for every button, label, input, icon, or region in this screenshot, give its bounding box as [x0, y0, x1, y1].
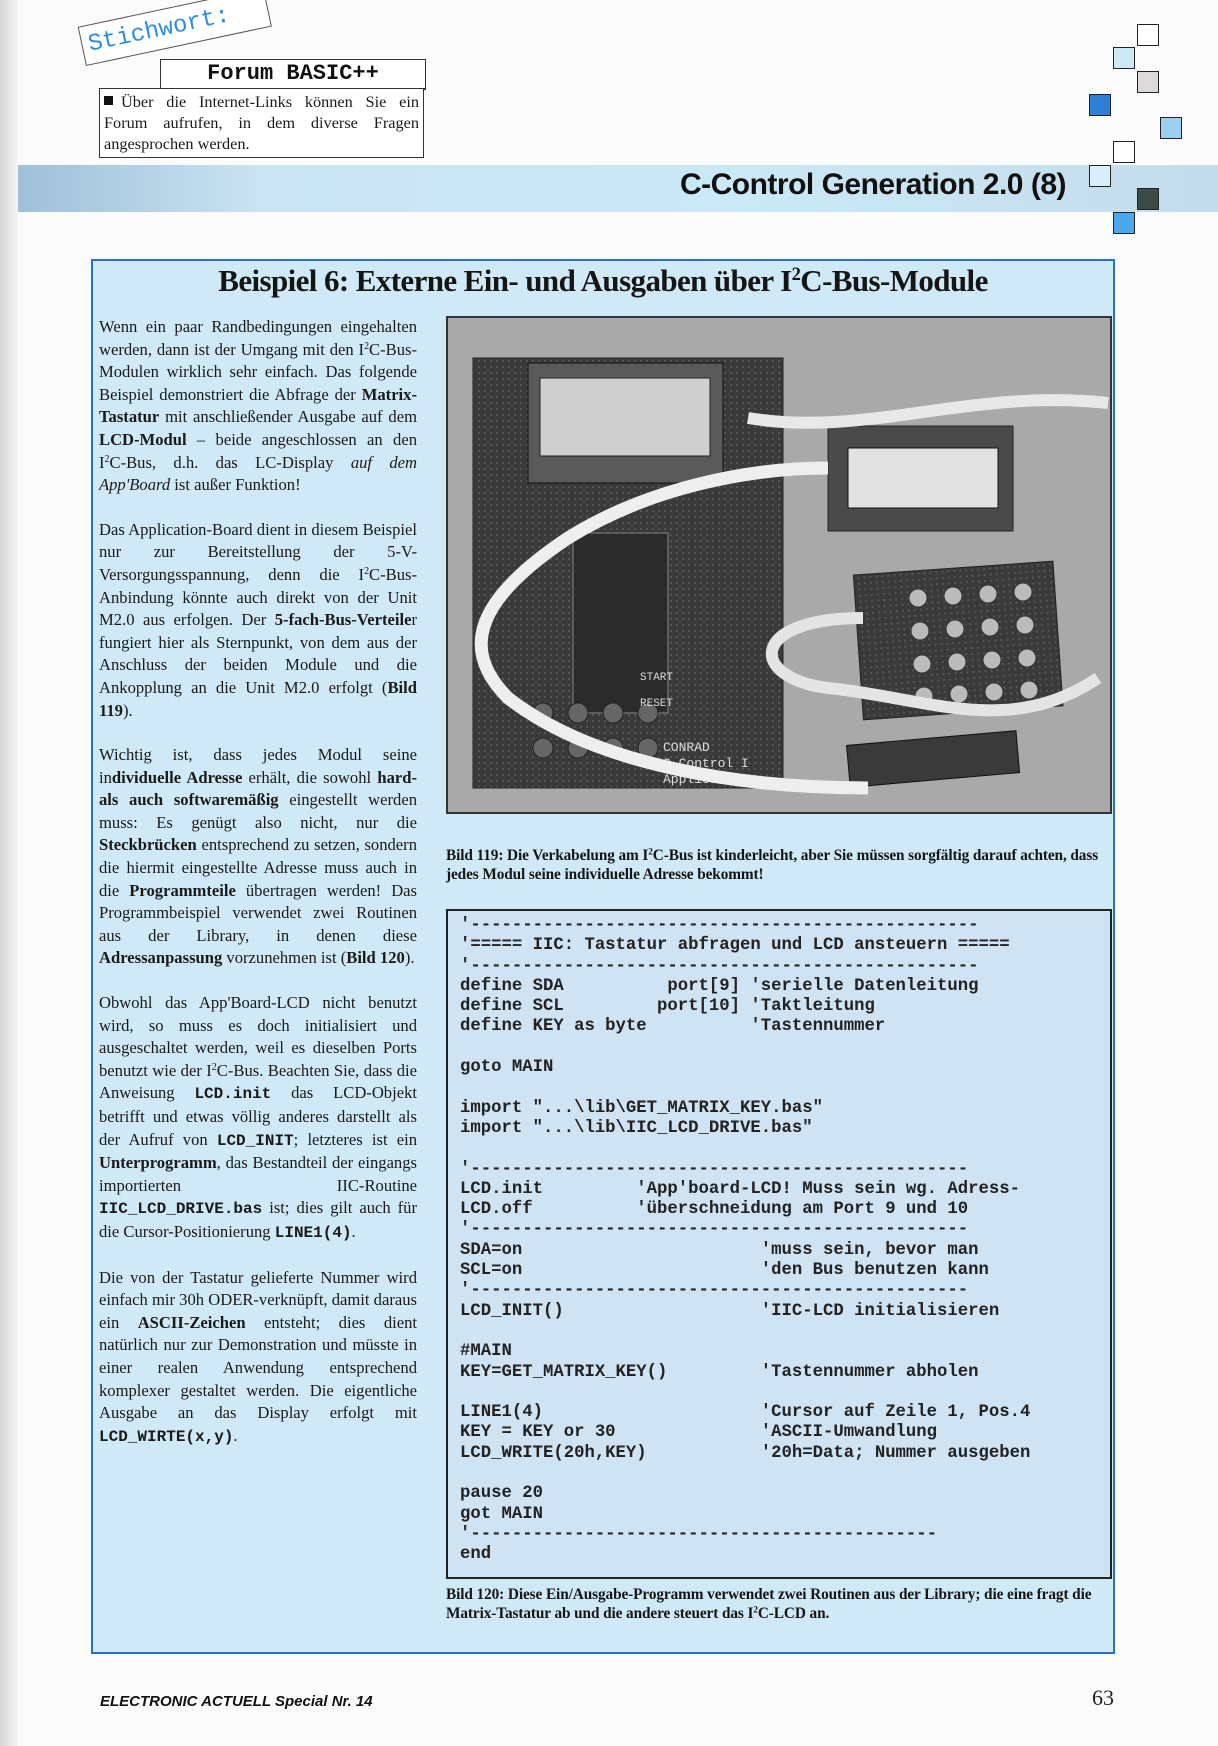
- code-line: LINE1(4) 'Cursor auf Zeile 1, Pos.4: [460, 1403, 1031, 1423]
- stichwort-text: Über die Internet-Links können Sie ein Forum aufrufen, in dem diverse Fragen angesprochen werden.: [104, 92, 419, 153]
- code-line: goto MAIN: [460, 1058, 554, 1078]
- board-label-application: Application: [663, 772, 749, 787]
- code-line: KEY=GET_MATRIX_KEY() 'Tastennummer abholen: [460, 1362, 979, 1382]
- code-line: '------------------------------------------------: [460, 1281, 969, 1301]
- section-title: C-Control Generation 2.0 (8): [679, 168, 1066, 201]
- board-label-conrad: CONRAD: [663, 740, 710, 755]
- code-line: end: [460, 1545, 492, 1565]
- code-line: [460, 1322, 1030, 1342]
- code-line: '-------------------------------------------------: [460, 956, 979, 976]
- code-line: got MAIN: [460, 1504, 543, 1524]
- code-line: '---------------------------------------------: [460, 1524, 938, 1544]
- board-label-model: C-Control I: [663, 756, 749, 771]
- code-line: [460, 1038, 1030, 1058]
- deco-square-icon: [1160, 117, 1182, 139]
- code-line: [460, 1139, 1030, 1159]
- board-label-reset: RESET: [640, 698, 674, 710]
- deco-square-icon: [1137, 188, 1159, 210]
- code-line: '------------------------------------------------: [460, 1159, 969, 1179]
- code-line: SDA=on 'muss sein, bevor man: [460, 1240, 979, 1260]
- code-line: define KEY as byte 'Tastennummer: [460, 1017, 886, 1037]
- code-line: LCD.init 'App'board-LCD! Muss sein wg. Adress-: [460, 1179, 1021, 1199]
- code-line: [460, 1078, 1030, 1098]
- article-body-column: [99, 316, 417, 1470]
- article-title: Beispiel 6: Externe Ein- und Ausgaben über $I^2C-Bus$-Module: [218, 263, 988, 298]
- code-line: KEY = KEY or 30 'ASCII-Umwandlung: [460, 1423, 938, 1443]
- stichwort-tag: Stichwort:: [78, 0, 272, 66]
- deco-square-icon: [1113, 47, 1135, 69]
- code-line: define SDA port[9] 'serielle Datenleitung: [460, 976, 979, 996]
- deco-square-icon: [1113, 141, 1135, 163]
- deco-square-icon: [1137, 24, 1159, 46]
- code-line: SCL=on 'den Bus benutzen kann: [460, 1261, 989, 1281]
- code-line: LCD_WRITE(20h,KEY) '20h=Data; Nummer ausgeben: [460, 1443, 1031, 1463]
- figure-120-caption: Bild 120: Diese Ein/Ausgabe-Programm verwendet zwei Routinen aus der Library; die eine fragt die Matrix-Tastatur ab und die andere steuert das $I^2C$-LCD an.: [446, 1586, 1092, 1622]
- figure-119-photo: [446, 316, 1112, 814]
- board-label-start: START: [640, 672, 674, 684]
- bullet-square-icon: [104, 96, 113, 105]
- code-line: import "...\lib\GET_MATRIX_KEY.bas": [460, 1098, 823, 1118]
- article-paragraph: Das Application-Board dient in diesem Beispiel nur zur Bereitstellung der 5-V-Versorgungsspannung, denn die $I^2C-Bus$-Anbindung könnte auch direkt von der Unit M2.0 aus erfolgen. Der 5-fach-Bus-Verteiler fungiert hier als Sternpunkt, von dem aus der Anschluss der beiden Module und die Ankopplung an die Unit M2.0 erfolgt (Bild 119).: [99, 519, 417, 720]
- deco-square-icon: [1089, 165, 1111, 187]
- code-line: #MAIN: [460, 1342, 512, 1362]
- code-line: define SCL port[10] 'Taktleitung: [460, 997, 875, 1017]
- code-line: pause 20: [460, 1484, 543, 1504]
- code-line: '-------------------------------------------------: [460, 916, 979, 935]
- footer-publication: ELECTRONIC ACTUELL Special Nr. 14: [100, 1693, 373, 1710]
- app-board-lcd: [540, 378, 710, 456]
- page-number: 63: [1092, 1685, 1114, 1710]
- article-paragraph: Wichtig ist, dass jedes Modul seine individuelle Adresse erhält, die sowohl hard- als auch softwaremäßig eingestellt werden muss: Es genügt also nicht, nur die Steckbrücken entsprechend zu setzen, sondern die hiermit eingestellte Adresse muss auch in die Programmteile übertragen werden! Das Programmbeispiel verwendet zwei Routinen aus der Library, in denen diese Adressanpassung vorzunehmen ist (Bild 120).: [99, 745, 417, 968]
- code-line: '===== IIC: Tastatur abfragen und LCD ansteuern =====: [460, 936, 1010, 956]
- code-line: [460, 1464, 1030, 1484]
- stichwort-title: Forum BASIC++: [160, 59, 426, 90]
- figure-119-caption: Bild 119: Die Verkabelung am $I^2C$-Bus ist kinderleicht, aber Sie müssen sorgfältig darauf achten, dass jedes Modul seine individuelle Adresse bekommt!: [446, 846, 1099, 883]
- figure-120-code-listing: [460, 916, 1030, 1566]
- code-line: LCD.off 'überschneidung am Port 9 und 10: [460, 1200, 969, 1220]
- article-paragraph: Die von der Tastatur gelieferte Nummer wird einfach mir 30h ODER-verknüpft, damit daraus ein ASCII-Zeichen entsteht; dies dient natürlich nur zur Demonstration und müsste in einer realen Anwendung entsprechend komplexer gestaltet werden. Die eigentliche Ausgabe an das Display erfolgt mit LCD_WIRTE(x,y).: [99, 1267, 417, 1446]
- article-paragraph: Wenn ein paar Randbedingungen eingehalten werden, dann ist der Umgang mit den $I^2C-Bus$-Modulen wirklich sehr einfach. Das folgende Beispiel demonstriert die Abfrage der Matrix-Tastatur mit anschließender Ausgabe auf dem LCD-Modul – beide angeschlossen an den $I^2C$-Bus, d.h. das LC-Display auf dem App'Board ist außer Funktion!: [99, 317, 418, 495]
- page-spine-shadow: [0, 0, 18, 1746]
- unit-m20-module: [573, 533, 668, 713]
- article-paragraph: Obwohl das App'Board-LCD nicht benutzt wird, so muss es doch initialisiert und ausgeschaltet werden, weil es dieselben Ports benutzt wie der $I^2C$-Bus. Beachten Sie, dass die Anweisung LCD.init das LCD-Objekt betrifft und etwas völlig anderes darstellt als der Aufruf von LCD_INIT; letzteres ist ein Unterprogramm, das Bestandteil der eingangs importierten IIC-Routine IIC_LCD_DRIVE.bas ist; dies gilt auch für die Cursor-Positionierung LINE1(4).: [99, 993, 418, 1242]
- deco-square-icon: [1089, 94, 1111, 116]
- deco-square-icon: [1113, 212, 1135, 234]
- deco-square-icon: [1137, 71, 1159, 93]
- circuit-board-photo-illustration: [448, 318, 1110, 812]
- code-line: import "...\lib\IIC_LCD_DRIVE.bas": [460, 1118, 813, 1138]
- code-line: '------------------------------------------------: [460, 1220, 969, 1240]
- stichwort-text-box: [99, 88, 424, 158]
- code-line: LCD_INIT() 'IIC-LCD initialisieren: [460, 1301, 1000, 1321]
- code-line: [460, 1383, 1030, 1403]
